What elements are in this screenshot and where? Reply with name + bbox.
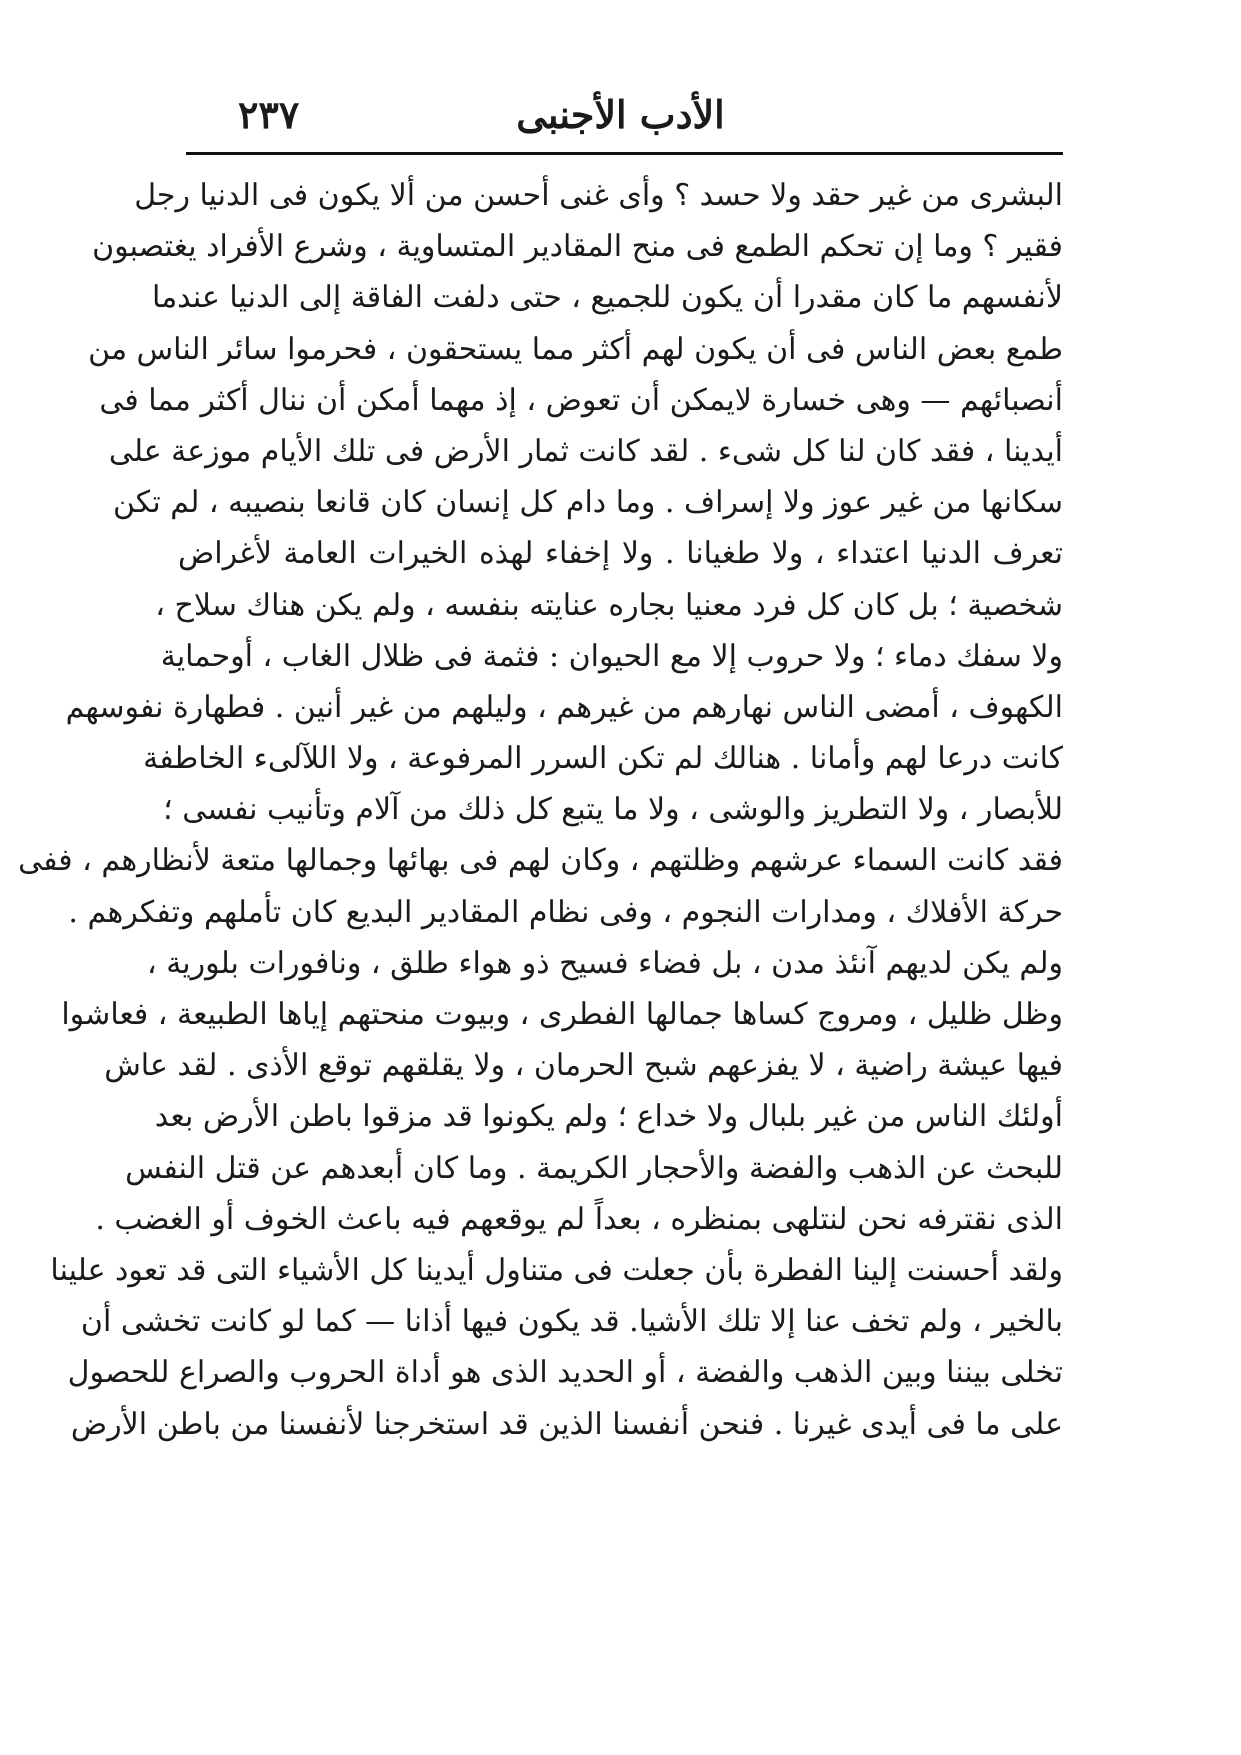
text-line: تخلى بيننا وبين الذهب والفضة ، أو الحديد الذى هو أداة الحروب والصراع للحصول (67, 1355, 1063, 1391)
text-line: حركة الأفلاك ، ومدارات النجوم ، وفى نظام المقادير البديع كان تأملهم وتفكرهم . (68, 894, 1063, 930)
text-line: شخصية ؛ بل كان كل فرد معنيا بجاره عنايته بنفسه ، ولم يكن هناك سلاح ، (155, 587, 1063, 623)
text-line: فيها عيشة راضية ، لا يفزعهم شبح الحرمان ، ولا يقلقهم توقع الأذى . لقد عاش (104, 1048, 1063, 1084)
text-line: ولا سفك دماء ؛ ولا حروب إلا مع الحيوان : فثمة فى ظلال الغاب ، أوحماية (160, 638, 1063, 674)
text-line: ولم يكن لديهم آنئذ مدن ، بل فضاء فسيح ذو هواء طلق ، ونافورات بلورية ، (146, 945, 1063, 981)
text-line: البشرى من غير حقد ولا حسد ؟ وأى غنى أحسن من ألا يكون فى الدنيا رجل (134, 178, 1063, 213)
page-number: ٢٣٧ (238, 92, 300, 137)
text-line: تعرف الدنيا اعتداء ، ولا طغيانا . ولا إخفاء لهذه الخيرات العامة لأغراض (178, 536, 1063, 572)
running-title: الأدب الأجنبى (516, 92, 725, 137)
text-line: للبحث عن الذهب والفضة والأحجار الكريمة . وما كان أبعدهم عن قتل النفس (125, 1150, 1063, 1186)
text-line: بالخير ، ولم تخف عنا إلا تلك الأشيا. قد يكون فيها أذانا — كما لو كانت تخشى أن (80, 1304, 1063, 1340)
text-line: سكانها من غير عوز ولا إسراف . وما دام كل إنسان كان قانعا بنصيبه ، لم تكن (112, 485, 1063, 521)
text-line: وظل ظليل ، ومروج كساها جمالها الفطرى ، وبيوت منحتهم إياها الطبيعة ، فعاشوا (61, 997, 1063, 1032)
text-line: على ما فى أيدى غيرنا . فنحن أنفسنا الذين قد استخرجنا لأنفسنا من باطن الأرض (70, 1406, 1063, 1442)
text-line: كانت درعا لهم وأمانا . هنالك لم تكن السرر المرفوعة ، ولا اللآلىء الخاطفة (143, 741, 1063, 777)
text-line: الكهوف ، أمضى الناس نهارهم من غيرهم ، وليلهم من غير أنين . فطهارة نفوسهم (65, 689, 1063, 725)
text-line: فقد كانت السماء عرشهم وظلتهم ، وكان لهم فى بهائها وجمالها متعة لأنظارهم ، ففى (18, 843, 1063, 879)
text-line: أنصبائهم — وهى خسارة لايمكن أن تعوض ، إذ مهما أمكن أن ننال أكثر مما فى (99, 382, 1063, 418)
text-line: أولئك الناس من غير بلبال ولا خداع ؛ ولم يكونوا قد مزقوا باطن الأرض بعد (154, 1099, 1063, 1135)
text-line: لأنفسهم ما كان مقدرا أن يكون للجميع ، حتى دلفت الفاقة إلى الدنيا عندما (151, 280, 1063, 316)
text-line: طمع بعض الناس فى أن يكون لهم أكثر مما يستحقون ، فحرموا سائر الناس من (88, 331, 1063, 367)
body-text (18, 170, 1063, 1450)
header-rule (186, 152, 1063, 155)
text-line: فقير ؟ وما إن تحكم الطمع فى منح المقادير المتساوية ، وشرع الأفراد يغتصبون (92, 229, 1063, 265)
text-line: أيدينا ، فقد كان لنا كل شىء . لقد كانت ثمار الأرض فى تلك الأيام موزعة على (108, 433, 1063, 469)
text-line: ولقد أحسنت إلينا الفطرة بأن جعلت فى متناول أيدينا كل الأشياء التى قد تعود علينا (50, 1252, 1063, 1288)
text-line: للأبصار ، ولا التطريز والوشى ، ولا ما يتبع كل ذلك من آلام وتأنيب نفسى ؛ (163, 792, 1063, 828)
text-line: الذى نقترفه نحن لنتلهى بمنظره ، بعداً لم يوقعهم فيه باعث الخوف أو الغضب . (95, 1201, 1063, 1237)
page-header (190, 88, 1051, 152)
